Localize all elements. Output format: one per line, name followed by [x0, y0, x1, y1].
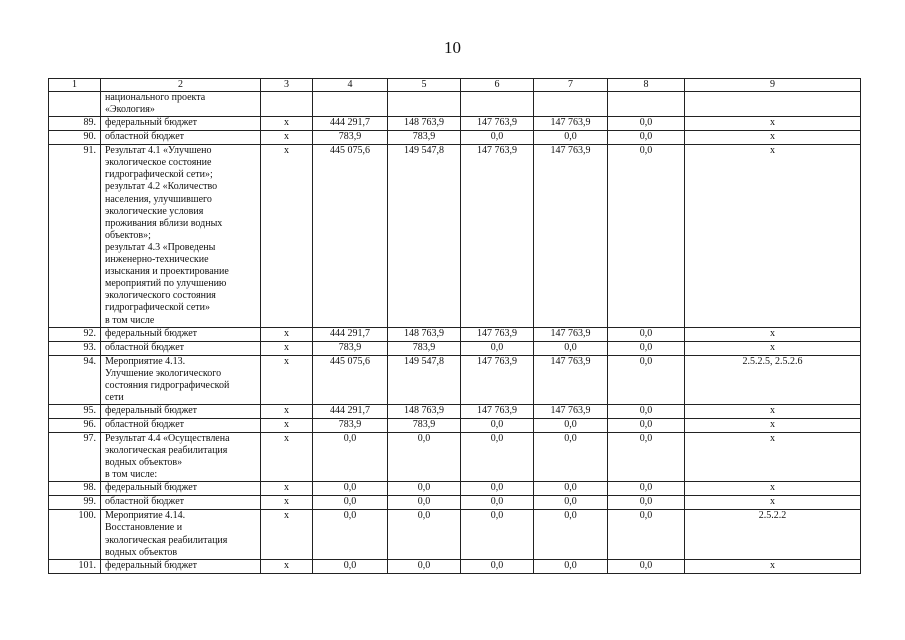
col4-cell: 0,0	[313, 496, 388, 510]
description-cell: федеральный бюджет	[101, 482, 261, 496]
row-number-cell: 89.	[49, 117, 101, 131]
col6-cell: 0,0	[461, 496, 534, 510]
col8-cell: 0,0	[608, 418, 685, 432]
col6-cell: 0,0	[461, 341, 534, 355]
description-cell: областной бюджет	[101, 131, 261, 145]
table-row	[49, 355, 861, 404]
col8-cell: 0,0	[608, 341, 685, 355]
col4-cell: 445 075,6	[313, 145, 388, 327]
description-cell: областной бюджет	[101, 341, 261, 355]
table-header-row	[49, 79, 861, 92]
col6-cell	[461, 92, 534, 117]
col6-cell: 147 763,9	[461, 327, 534, 341]
table-row	[49, 482, 861, 496]
col4-cell: 0,0	[313, 559, 388, 573]
col5-cell: 783,9	[388, 131, 461, 145]
col9-cell: х	[685, 559, 861, 573]
col7-cell: 147 763,9	[534, 404, 608, 418]
row-number-cell: 101.	[49, 559, 101, 573]
col7-cell: 0,0	[534, 496, 608, 510]
col3-cell: х	[261, 418, 313, 432]
table-row	[49, 131, 861, 145]
row-number-cell: 95.	[49, 404, 101, 418]
col8-cell: 0,0	[608, 559, 685, 573]
table-row	[49, 117, 861, 131]
col3-cell: х	[261, 404, 313, 418]
col3-cell: х	[261, 145, 313, 327]
col5-cell: 148 763,9	[388, 327, 461, 341]
col7-cell: 0,0	[534, 131, 608, 145]
col8-cell: 0,0	[608, 131, 685, 145]
description-cell: федеральный бюджет	[101, 559, 261, 573]
col6-cell: 0,0	[461, 482, 534, 496]
header-cell: 8	[608, 79, 685, 92]
col3-cell: х	[261, 496, 313, 510]
col4-cell: 0,0	[313, 482, 388, 496]
col5-cell: 0,0	[388, 482, 461, 496]
col6-cell: 147 763,9	[461, 145, 534, 327]
col8-cell: 0,0	[608, 510, 685, 559]
col5-cell: 783,9	[388, 341, 461, 355]
col6-cell: 0,0	[461, 432, 534, 481]
col5-cell	[388, 92, 461, 117]
col3-cell: х	[261, 341, 313, 355]
row-number-cell	[49, 92, 101, 117]
col6-cell: 147 763,9	[461, 117, 534, 131]
description-cell: федеральный бюджет	[101, 327, 261, 341]
col7-cell: 0,0	[534, 510, 608, 559]
col4-cell: 0,0	[313, 432, 388, 481]
col9-cell: х	[685, 432, 861, 481]
table-row	[49, 559, 861, 573]
col9-cell: х	[685, 482, 861, 496]
col7-cell: 0,0	[534, 432, 608, 481]
col7-cell	[534, 92, 608, 117]
col7-cell: 0,0	[534, 482, 608, 496]
col5-cell: 0,0	[388, 559, 461, 573]
col8-cell: 0,0	[608, 327, 685, 341]
table-row	[49, 418, 861, 432]
col9-cell: х	[685, 117, 861, 131]
description-cell: Результат 4.1 «Улучшено экологическое состояние гидрографической сети»; результат 4.2 «Количество населения, улучшившего экологические условия проживания вблизи водных объектов»; результат 4.3 «Проведены инженерно-технические изыскания и проектирование мероприятий по улучшению экологического состояния гидрографической сети» в том числе	[101, 145, 261, 327]
col5-cell: 149 547,8	[388, 355, 461, 404]
col3-cell: х	[261, 559, 313, 573]
table-row	[49, 92, 861, 117]
col7-cell: 147 763,9	[534, 355, 608, 404]
col9-cell: 2.5.2.2	[685, 510, 861, 559]
col8-cell: 0,0	[608, 404, 685, 418]
col4-cell	[313, 92, 388, 117]
row-number-cell: 94.	[49, 355, 101, 404]
col8-cell: 0,0	[608, 432, 685, 481]
col9-cell: 2.5.2.5, 2.5.2.6	[685, 355, 861, 404]
row-number-cell: 97.	[49, 432, 101, 481]
description-cell: областной бюджет	[101, 496, 261, 510]
table-row	[49, 496, 861, 510]
col3-cell: х	[261, 117, 313, 131]
col8-cell	[608, 92, 685, 117]
col5-cell: 148 763,9	[388, 117, 461, 131]
col3-cell: х	[261, 482, 313, 496]
table-row	[49, 327, 861, 341]
col7-cell: 0,0	[534, 559, 608, 573]
col4-cell: 783,9	[313, 131, 388, 145]
header-cell: 5	[388, 79, 461, 92]
col5-cell: 0,0	[388, 510, 461, 559]
col3-cell: х	[261, 432, 313, 481]
col6-cell: 147 763,9	[461, 404, 534, 418]
row-number-cell: 92.	[49, 327, 101, 341]
col4-cell: 783,9	[313, 341, 388, 355]
col5-cell: 0,0	[388, 432, 461, 481]
col6-cell: 0,0	[461, 559, 534, 573]
row-number-cell: 99.	[49, 496, 101, 510]
row-number-cell: 93.	[49, 341, 101, 355]
description-cell: Мероприятие 4.13. Улучшение экологического состояния гидрографической сети	[101, 355, 261, 404]
col3-cell: х	[261, 327, 313, 341]
col3-cell: х	[261, 355, 313, 404]
col4-cell: 445 075,6	[313, 355, 388, 404]
col3-cell: х	[261, 131, 313, 145]
col9-cell: х	[685, 327, 861, 341]
col7-cell: 147 763,9	[534, 327, 608, 341]
table-body	[49, 79, 861, 574]
col7-cell: 147 763,9	[534, 117, 608, 131]
header-cell: 6	[461, 79, 534, 92]
description-cell: федеральный бюджет	[101, 404, 261, 418]
col6-cell: 0,0	[461, 510, 534, 559]
description-cell: Результат 4.4 «Осуществлена экологическая реабилитация водных объектов» в том числе:	[101, 432, 261, 481]
col7-cell: 0,0	[534, 341, 608, 355]
row-number-cell: 90.	[49, 131, 101, 145]
table-row	[49, 341, 861, 355]
col9-cell: х	[685, 404, 861, 418]
row-number-cell: 100.	[49, 510, 101, 559]
table-row	[49, 145, 861, 327]
col9-cell: х	[685, 131, 861, 145]
col6-cell: 147 763,9	[461, 355, 534, 404]
col9-cell: х	[685, 145, 861, 327]
col5-cell: 148 763,9	[388, 404, 461, 418]
col8-cell: 0,0	[608, 496, 685, 510]
col8-cell: 0,0	[608, 117, 685, 131]
header-cell: 1	[49, 79, 101, 92]
col8-cell: 0,0	[608, 482, 685, 496]
col8-cell: 0,0	[608, 355, 685, 404]
header-cell: 7	[534, 79, 608, 92]
header-cell: 3	[261, 79, 313, 92]
col4-cell: 444 291,7	[313, 117, 388, 131]
col5-cell: 149 547,8	[388, 145, 461, 327]
description-cell: Мероприятие 4.14. Восстановление и экологическая реабилитация водных объектов	[101, 510, 261, 559]
row-number-cell: 91.	[49, 145, 101, 327]
col5-cell: 0,0	[388, 496, 461, 510]
header-cell: 4	[313, 79, 388, 92]
page-number: 10	[444, 38, 461, 57]
col7-cell: 147 763,9	[534, 145, 608, 327]
col4-cell: 783,9	[313, 418, 388, 432]
row-number-cell: 98.	[49, 482, 101, 496]
budget-table	[48, 78, 861, 574]
description-cell: национального проекта «Экология»	[101, 92, 261, 117]
col9-cell: х	[685, 496, 861, 510]
row-number-cell: 96.	[49, 418, 101, 432]
table-row	[49, 432, 861, 481]
table-row	[49, 404, 861, 418]
col9-cell: х	[685, 341, 861, 355]
col7-cell: 0,0	[534, 418, 608, 432]
description-cell: областной бюджет	[101, 418, 261, 432]
header-cell: 9	[685, 79, 861, 92]
col4-cell: 444 291,7	[313, 327, 388, 341]
header-cell: 2	[101, 79, 261, 92]
col3-cell: х	[261, 510, 313, 559]
col4-cell: 444 291,7	[313, 404, 388, 418]
col9-cell: х	[685, 418, 861, 432]
description-cell: федеральный бюджет	[101, 117, 261, 131]
col6-cell: 0,0	[461, 418, 534, 432]
col8-cell: 0,0	[608, 145, 685, 327]
col4-cell: 0,0	[313, 510, 388, 559]
col9-cell	[685, 92, 861, 117]
col3-cell	[261, 92, 313, 117]
col6-cell: 0,0	[461, 131, 534, 145]
col5-cell: 783,9	[388, 418, 461, 432]
table-row	[49, 510, 861, 559]
